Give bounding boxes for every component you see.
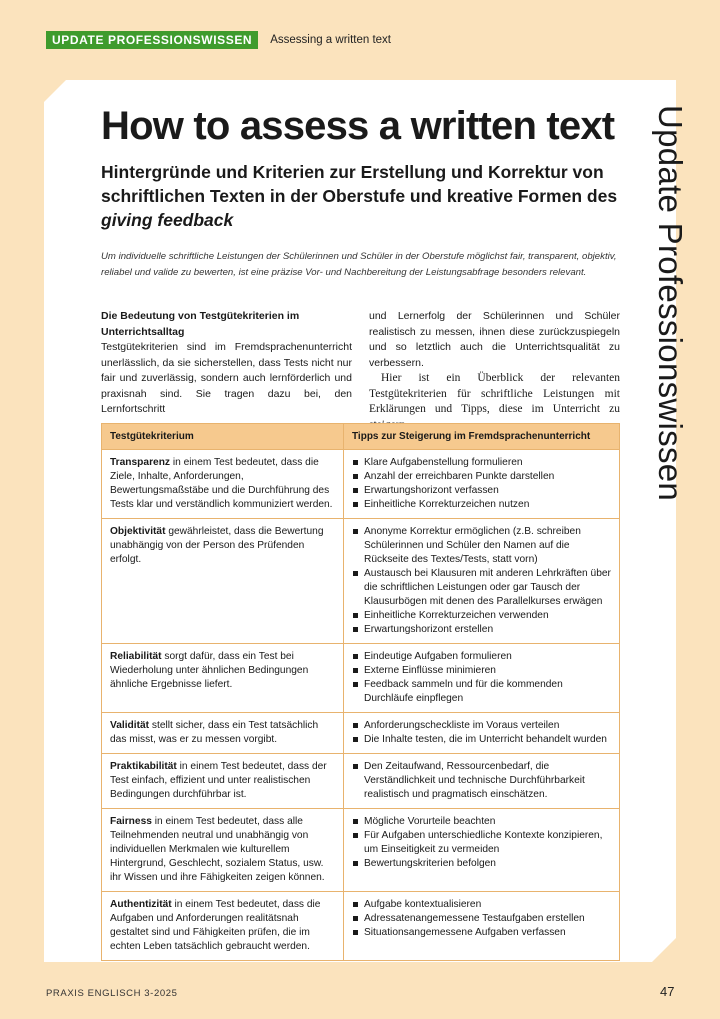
criterion-cell <box>102 713 344 754</box>
tip-item: Situationsangemessene Aufgaben verfassen <box>352 926 611 940</box>
criterion-description: in einem Test bedeutet, dass der Test einfach, effizient und unter realistischen Bedingungen durchführbar ist. <box>110 761 327 800</box>
tip-item: Bewertungskriterien befolgen <box>352 857 611 871</box>
table-row <box>102 450 620 519</box>
table-row <box>102 754 620 809</box>
criterion-cell <box>102 809 344 892</box>
criterion-term: Validität <box>110 720 150 731</box>
tip-item: Mögliche Vorurteile beachten <box>352 815 611 829</box>
side-title: Update Professionswissen <box>652 105 689 502</box>
table-row <box>102 713 620 754</box>
criterion-cell <box>102 450 344 519</box>
tip-item: Anforderungscheckliste im Voraus verteilen <box>352 719 611 733</box>
body-column-left <box>101 309 352 418</box>
tip-item: Erwartungshorizont verfassen <box>352 484 611 498</box>
tip-item: Für Aufgaben unterschiedliche Kontexte konzipieren, um Einseitigkeit zu vermeiden <box>352 829 611 857</box>
criterion-term: Fairness <box>110 816 152 827</box>
tips-cell <box>344 892 620 961</box>
criteria-table <box>101 423 620 961</box>
tip-item: Externe Einflüsse minimieren <box>352 664 611 678</box>
page-title: How to assess a written text <box>101 104 615 148</box>
criterion-description: in einem Test bedeutet, dass die Aufgaben und Anforderungen realitätsnah gestaltet sind und Fähigkeiten prüfen, die im echten Leben tatsächlich gebraucht werden. <box>110 899 321 952</box>
page-number: 47 <box>660 984 675 999</box>
table-header-row <box>102 424 620 450</box>
tip-item: Feedback sammeln und für die kommenden Durchläufe einpflegen <box>352 678 611 706</box>
criterion-term: Objektivität <box>110 526 166 537</box>
criterion-description: in einem Test bedeutet, dass alle Teilnehmenden neutral und unabhängig von individuellen Merkmalen wie kulturellem Hintergrund, Geschlecht, sozialem Status, usw. ihr Wissen und ihre Fähigkeiten zeigen können. <box>110 816 325 883</box>
criterion-description: gewährleistet, dass die Bewertung unabhängig von der Person des Prüfenden erfolgt. <box>110 526 324 565</box>
tips-list <box>352 719 611 747</box>
body-paragraph: Hier ist ein Überblick der relevanten Testgütekriterien für schriftliche Leistungen mit Erklärungen und Tipps, diese im Unterricht zu <box>369 372 620 415</box>
table-row <box>102 519 620 644</box>
tip-item: Austausch bei Klausuren mit anderen Lehrkräften über die schriftlichen Leistungen oder gar Tausch der Klausurbögen mit denen des Parallelkurses erwägen <box>352 567 611 609</box>
tips-cell <box>344 644 620 713</box>
tip-item: Einheitliche Korrekturzeichen verwenden <box>352 609 611 623</box>
tip-item: Anonyme Korrektur ermöglichen (z.B. schreiben Schülerinnen und Schüler den Namen auf die Rückseite des Textes/Tests, statt vorn) <box>352 525 611 567</box>
tips-list <box>352 760 611 802</box>
body-heading: Die Bedeutung von Testgütekriterien im Unterrichtsalltag <box>101 310 300 338</box>
criterion-term: Praktikabilität <box>110 761 177 772</box>
tip-item: Die Inhalte testen, die im Unterricht behandelt wurden <box>352 733 611 747</box>
column-header-tips: Tipps zur Steigerung im Fremdsprachenunterricht <box>344 424 620 450</box>
criterion-term: Reliabilität <box>110 651 162 662</box>
tips-cell <box>344 519 620 644</box>
tip-item: Den Zeitaufwand, Ressourcenbedarf, die Verständlichkeit und technische Durchführbarkeit realistisch und pragmatisch einschätzen. <box>352 760 611 802</box>
tip-item: Aufgabe kontextualisieren <box>352 898 611 912</box>
magazine-name: PRAXIS ENGLISCH 3-2025 <box>46 988 178 999</box>
criterion-term: Transparenz <box>110 457 171 468</box>
tips-cell <box>344 713 620 754</box>
tip-item: Einheitliche Korrekturzeichen nutzen <box>352 498 611 512</box>
criterion-description: sorgt dafür, dass ein Test bei Wiederholung unter ähnlichen Bedingungen ähnliche Ergebnisse liefert. <box>110 651 309 690</box>
body-paragraph: und Lernerfolg der Schülerinnen und Schüler realistisch zu messen, ihnen diese zurückzuspiegeln und so letztlich auch die Unterrichtsqualität zu verbessern. <box>369 310 620 369</box>
criterion-cell <box>102 892 344 961</box>
table-row <box>102 644 620 713</box>
corner-fold-bottom-right <box>652 938 676 962</box>
tip-item: Adressatenangemessene Testaufgaben erstellen <box>352 912 611 926</box>
table-row <box>102 892 620 961</box>
tips-cell <box>344 450 620 519</box>
table-row <box>102 809 620 892</box>
criterion-term: Authentizität <box>110 899 172 910</box>
column-header-criterion: Testgütekriterium <box>102 424 344 450</box>
criterion-description: stellt sicher, dass ein Test tatsächlich das misst, was er zu messen vorgibt. <box>110 720 319 745</box>
tips-list <box>352 898 611 940</box>
body-column-right <box>369 309 620 433</box>
table-body <box>102 450 620 961</box>
subtitle-italic: giving feedback <box>101 210 234 230</box>
tip-item: Erwartungshorizont erstellen <box>352 623 611 637</box>
tips-list <box>352 456 611 512</box>
section-title: Assessing a written text <box>270 34 392 46</box>
header-bar <box>46 31 391 49</box>
tip-item: Anzahl der erreichbaren Punkte darstellen <box>352 470 611 484</box>
tips-list <box>352 815 611 871</box>
tips-list <box>352 525 611 637</box>
tips-list <box>352 650 611 706</box>
tips-cell <box>344 754 620 809</box>
tip-item: Klare Aufgabenstellung formulieren <box>352 456 611 470</box>
criterion-cell <box>102 644 344 713</box>
criterion-cell <box>102 519 344 644</box>
corner-fold-top-left <box>44 80 66 102</box>
body-paragraph: Testgütekriterien sind im Fremdsprachenunterricht unerlässlich, da sie sicherstellen, dass Tests nicht nur fair und zuverlässig, sondern auch lernförderlich und praxisnah sind. Sie tragen dazu bei, den Lernfortschritt <box>101 341 352 415</box>
tip-item: Eindeutige Aufgaben formulieren <box>352 650 611 664</box>
criterion-description: in einem Test bedeutet, dass die Ziele, Inhalte, Anforderungen, Bewertungsmaßstäbe und die Durchführung des Tests klar und verständlich kommuniziert werden. <box>110 457 333 510</box>
page-subtitle <box>101 160 631 232</box>
criterion-cell <box>102 754 344 809</box>
subtitle-main: Hintergründe und Kriterien zur Erstellung und Korrektur von schriftlichen Texten in der Oberstufe und kreative Formen des <box>101 162 618 206</box>
tips-cell <box>344 809 620 892</box>
intro-text: Um individuelle schriftliche Leistungen der Schülerinnen und Schüler in der Oberstufe möglichst fair, transparent, objektiv, reliabel und valide zu bewerten, ist eine präzise Vor- und Nachbereitung der Leistungsabfrage besonders relevant. <box>101 251 617 278</box>
section-tag: UPDATE PROFESSIONSWISSEN <box>46 31 258 49</box>
